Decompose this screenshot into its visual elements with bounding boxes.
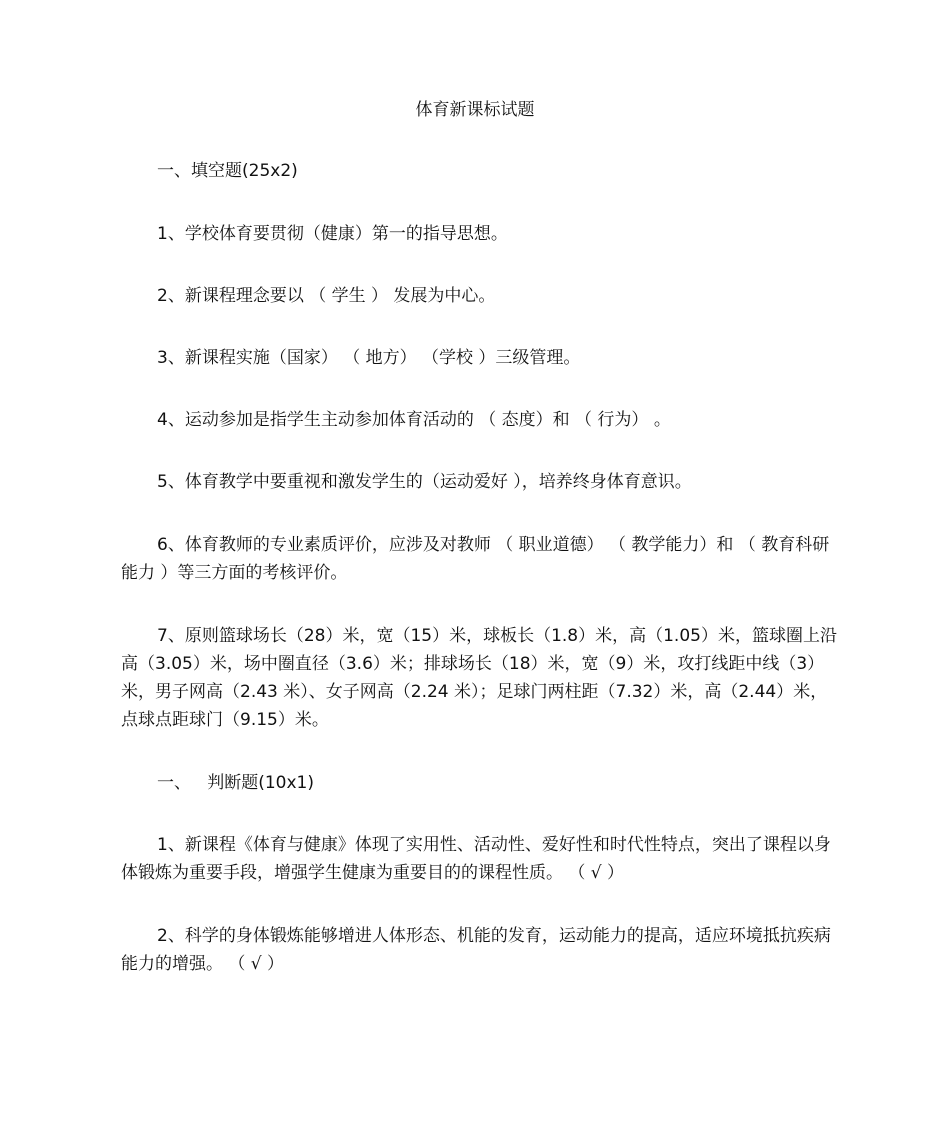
- question-item: 5、体育教学中要重视和激发学生的（运动爱好 ），培养终身体育意识。: [157, 472, 692, 492]
- question-item: 1、学校体育要贯彻（健康）第一的指导思想。: [157, 224, 508, 244]
- question-item: 7、原则篮球场长（28）米，宽（15）米，球板长（1.8）米，高（1.05）米，篮球圈上沿高（3.05）米，场中圈直径（3.6）米；排球场长（18）米，宽（9）米，攻打线距中线（3）米，男子网高（2.43 米）、女子网高（2.24 米）；足球门两柱距（7.32）米，高（2.44）米，点球点距球门（9.15）米。: [121, 626, 837, 730]
- question-item: 3、新课程实施（国家） （ 地方） （学校 ）三级管理。: [157, 348, 581, 368]
- question-item: 2、科学的身体锻炼能够增进人体形态、机能的发育，运动能力的提高，适应环境抵抗疾病能力的增强。 （ √ ）: [121, 926, 831, 974]
- question-item: 1、新课程《体育与健康》体现了实用性、活动性、爱好性和时代性特点，突出了课程以身体锻炼为重要手段，增强学生健康为重要目的的课程性质。 （ √ ）: [121, 835, 831, 883]
- section-heading-true-false: 一、 判断题(10x1): [157, 773, 314, 793]
- question-item: 6、体育教师的专业素质评价，应涉及对教师 （ 职业道德） （ 教学能力）和 （ 教育科研能力 ）等三方面的考核评价。: [121, 535, 830, 583]
- document-title: 体育新课标试题: [415, 100, 535, 120]
- question-item: 2、新课程理念要以 （ 学生 ） 发展为中心。: [157, 286, 496, 306]
- section-heading-fill-in: 一、填空题(25x2): [157, 161, 298, 181]
- question-item: 4、运动参加是指学生主动参加体育活动的 （ 态度）和 （ 行为） 。: [157, 410, 671, 430]
